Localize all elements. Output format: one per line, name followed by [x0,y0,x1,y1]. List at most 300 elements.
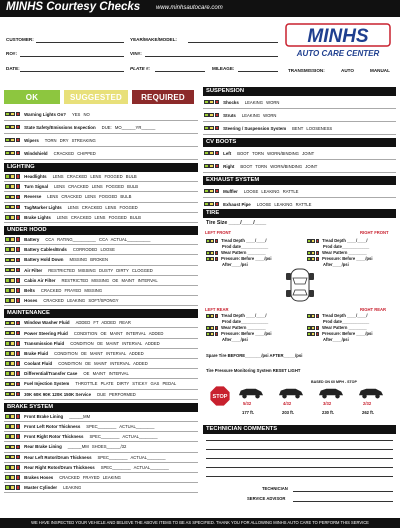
required-checkbox[interactable] [16,247,21,252]
suggested-checkbox[interactable] [10,361,15,366]
row-options[interactable]: ADDED FT ADDED REAR [75,320,131,326]
row-options[interactable]: LENS CRACKED LENS FOGGED BULB [52,174,137,180]
row-label: Transmission Fluid [24,340,65,346]
required-checkbox[interactable] [316,332,320,336]
required-checkbox[interactable] [16,434,21,439]
tire-size[interactable]: Tire Size ____/____/____ [206,220,267,226]
suggested-checkbox[interactable] [311,251,315,255]
suggested-checkbox[interactable] [209,113,214,118]
ok-checkbox[interactable] [204,202,209,207]
row-label: Battery Hold Down [24,257,64,263]
suggested-checkbox[interactable] [10,288,15,293]
ok-checkbox[interactable] [204,189,209,194]
comment-line[interactable] [206,476,393,477]
required-checkbox[interactable] [215,100,220,105]
vin-label: VIN#: [130,51,142,56]
row-label: Differential/Transfer Case [24,371,78,377]
suggested-checkbox[interactable] [10,151,15,156]
plate-field[interactable] [155,71,205,72]
advisor-field[interactable] [293,501,393,502]
row-options[interactable]: LEAKING WORN [244,99,280,105]
suggested-checkbox[interactable] [210,239,214,243]
row-label: Master Cylinder [24,485,58,491]
stop-distance: 262 ft. [362,410,375,415]
suggested-badge: SUGGESTED [64,90,128,104]
required-checkbox[interactable] [16,414,21,419]
row-options[interactable]: CORRODED LOOSE [72,247,115,253]
suggested-checkbox[interactable] [10,112,15,117]
checklist-row [4,379,198,389]
ok-checkbox[interactable] [5,247,10,252]
required-checkbox[interactable] [16,392,21,397]
required-checkbox[interactable] [215,314,219,318]
required-checkbox[interactable] [16,371,21,376]
ok-checkbox[interactable] [204,164,209,169]
comment-line[interactable] [206,440,393,441]
ok-checkbox[interactable] [206,257,210,261]
row-label: Hoses [24,298,38,304]
required-checkbox[interactable] [316,251,320,255]
ok-checkbox[interactable] [5,278,10,283]
row-options[interactable]: LOOSE LEAKING RATTLE [256,201,312,207]
required-checkbox[interactable] [215,202,220,207]
stop-distance: 203 ft. [282,410,295,415]
required-checkbox[interactable] [316,314,320,318]
row-label: Muffler [223,188,238,194]
ymm-field[interactable] [188,42,278,43]
suggested-checkbox[interactable] [10,278,15,283]
required-checkbox[interactable] [16,205,21,210]
required-checkbox[interactable] [16,138,21,143]
tire-right-front[interactable] [307,238,372,268]
comment-line[interactable] [206,449,393,450]
stopping-title: BASED ON 60 MPH - STOP [311,380,357,384]
required-checkbox[interactable] [16,195,21,200]
suggested-checkbox[interactable] [210,257,214,261]
ok-checkbox[interactable] [5,138,10,143]
tire-line-label: Wear Pattern ________ [322,250,367,255]
tire-line-label: Tread Depth ____/____/ [221,313,267,318]
row-options[interactable]: LEAKING WORN [241,112,277,118]
tire-left-rear[interactable] [206,313,271,343]
vin-field[interactable] [145,56,278,57]
row-options[interactable]: DUE: MO______YR______ [101,124,156,130]
row-label: Air Filter [24,267,43,273]
row-options[interactable]: LENS CRACKED LENS FOGGED BULB [47,194,132,200]
required-badge: REQUIRED [132,90,194,104]
required-checkbox[interactable] [16,184,21,189]
row-options[interactable]: LENS CRACKED LENS FOGGED BULB [56,214,141,220]
checklist-row [4,483,198,493]
ok-checkbox[interactable] [5,392,10,397]
ok-checkbox[interactable] [206,251,210,255]
suggested-checkbox[interactable] [10,174,15,179]
checklist-row [203,160,396,173]
row-options[interactable]: SPEC________ ACTUAL________ [86,424,155,430]
suggested-checkbox[interactable] [10,434,15,439]
row-label: State Safety/Emissions Inspection [24,124,96,130]
row-options[interactable]: ______MM [69,413,91,419]
comment-line[interactable] [206,467,393,468]
checklist-row [4,296,198,306]
spare-tire[interactable]: Spare Tire BEFORE_______/psi AFTER_____/psi [206,353,303,358]
checklist-row [4,203,198,213]
required-checkbox[interactable] [16,445,21,450]
row-label: Front Right Rotor Thickness [24,434,84,440]
suggested-checkbox[interactable] [10,382,15,387]
suggested-checkbox[interactable] [209,189,214,194]
checklist-row [4,339,198,349]
suggested-checkbox[interactable] [311,314,315,318]
ok-checkbox[interactable] [5,455,10,460]
required-checkbox[interactable] [215,113,220,118]
required-checkbox[interactable] [215,164,220,169]
checklist-row [4,349,198,359]
ok-checkbox[interactable] [5,331,10,336]
required-checkbox[interactable] [16,288,21,293]
required-checkbox[interactable] [215,332,219,336]
customer-field[interactable] [36,42,124,43]
ok-checkbox[interactable] [5,268,10,273]
suggested-checkbox[interactable] [210,251,214,255]
ok-checkbox[interactable] [307,257,311,261]
suggested-checkbox[interactable] [10,237,15,242]
ok-checkbox[interactable] [307,239,311,243]
suggested-checkbox[interactable] [10,351,15,356]
car-top-view-icon [277,266,323,304]
stop-sign-icon [209,385,231,407]
checklist-row [4,463,198,473]
suggested-checkbox[interactable] [10,268,15,273]
suggested-checkbox[interactable] [10,414,15,419]
ok-checkbox[interactable] [5,298,10,303]
row-label: Power Steering Fluid [24,330,68,336]
row-options[interactable]: BOOT TORN WORN/BINDING JOINT [240,163,318,169]
comment-line[interactable] [206,458,393,459]
date-field[interactable] [20,71,124,72]
suggested-checkbox[interactable] [209,202,214,207]
row-options[interactable]: CRACKED FRAYED LEAKING [59,474,121,480]
row-options[interactable]: THROTTLE PLATE DIRTY STICKY GAS PEDAL [75,381,177,387]
required-checkbox[interactable] [215,326,219,330]
tire-line-label: Wear Pattern ________ [322,325,367,330]
ok-checkbox[interactable] [5,205,10,210]
suggested-checkbox[interactable] [10,445,15,450]
required-checkbox[interactable] [16,321,21,326]
website-url[interactable]: www.minhsautocare.com [156,5,223,11]
ok-checkbox[interactable] [5,195,10,200]
suggested-checkbox[interactable] [10,321,15,326]
suggested-checkbox[interactable] [209,126,214,131]
ok-checkbox[interactable] [307,314,311,318]
ok-checkbox[interactable] [206,326,210,330]
suggested-checkbox[interactable] [209,164,214,169]
row-label: Headlights [24,174,47,180]
ok-checkbox[interactable] [204,100,209,105]
checklist-row [4,318,198,328]
row-options[interactable]: CONDITION OE MAINT INTERVAL ADDED [73,330,164,336]
row-options[interactable]: CONDITION OE MAINT INTERVAL ADDED [54,350,144,356]
minhs-logo [280,4,396,62]
ok-checkbox[interactable] [204,126,209,131]
ro-label: RO#: [6,51,17,56]
required-checkbox[interactable] [16,485,21,490]
required-checkbox[interactable] [16,112,21,117]
ok-checkbox[interactable] [204,113,209,118]
section-header: UNDER HOOD [4,226,198,235]
stop-tread-depth: 4/32 [283,401,292,406]
row-options[interactable]: CRACKED LEAKING SOFT/SPONGY [43,298,119,304]
row-options[interactable]: CRACKED FRAYED MISSING [40,287,103,293]
required-checkbox[interactable] [16,278,21,283]
row-label: Fuel Injection System [24,381,70,387]
suggested-checkbox[interactable] [10,341,15,346]
suggested-checkbox[interactable] [10,184,15,189]
row-options[interactable]: CCA RATING__________ CCA ACTUAL__________ [45,237,151,243]
suggested-checkbox[interactable] [10,465,15,470]
ok-checkbox[interactable] [5,361,10,366]
row-options[interactable]: TORN DRY STREAKING [44,137,96,143]
trans-auto[interactable]: AUTO [341,68,354,73]
row-label: Wipers [24,137,39,143]
suggested-checkbox[interactable] [10,125,15,130]
row-label: Brake Lights [24,214,51,220]
checklist-row [4,286,198,296]
tire-right-rear[interactable] [307,313,372,343]
required-checkbox[interactable] [16,424,21,429]
ok-checkbox[interactable] [206,332,210,336]
tpms[interactable]: Tire Pressure Monitoring System RESET LIGHT [206,368,301,373]
ok-checkbox[interactable] [206,239,210,243]
row-options[interactable]: LENS CRACKED LENS FOGGED BULB [54,184,139,190]
row-options[interactable]: CONDITION OE MAINT INTERVAL ADDED [58,361,148,367]
tire-left-front[interactable] [206,238,271,268]
tire-line-label: Prod date____________ [222,319,269,324]
suggested-checkbox[interactable] [10,138,15,143]
suggested-checkbox[interactable] [10,485,15,490]
ok-checkbox[interactable] [5,237,10,242]
ok-checkbox[interactable] [5,215,10,220]
checklist-row [4,266,198,276]
suggested-checkbox[interactable] [10,215,15,220]
tire-line-label: Tread Depth ____/____/ [322,238,368,243]
tire-line-label: Wear Pattern ________ [221,325,266,330]
row-options[interactable]: BENT LOOSENESS [292,125,333,131]
checklist-row [4,359,198,369]
required-checkbox[interactable] [215,251,219,255]
row-options[interactable]: MISSING BROKEN [69,257,108,263]
suggested-checkbox[interactable] [10,424,15,429]
checklist-row [4,108,198,121]
checklist-row [4,369,198,379]
required-checkbox[interactable] [16,331,21,336]
checklist-row [4,121,198,134]
row-options[interactable]: LEAKING [63,485,82,491]
required-checkbox[interactable] [16,341,21,346]
ok-checkbox[interactable] [5,445,10,450]
tire-line-label: Prod date____________ [222,244,269,249]
ok-checkbox[interactable] [5,321,10,326]
svg-text:MINHS: MINHS [307,26,369,47]
required-checkbox[interactable] [215,126,220,131]
row-label: Front Brake Lining [24,413,64,419]
required-checkbox[interactable] [16,351,21,356]
suggested-checkbox[interactable] [10,195,15,200]
car-side-icon [316,386,346,399]
date-label: DATE: [6,66,20,71]
suggested-checkbox[interactable] [209,100,214,105]
technician-field[interactable] [293,491,393,492]
ok-checkbox[interactable] [5,475,10,480]
row-options[interactable]: LENS CRACKED LENS FOGGED [67,204,138,210]
suggested-checkbox[interactable] [209,151,214,156]
suggested-checkbox[interactable] [311,239,315,243]
car-side-icon [236,386,266,399]
row-options[interactable]: ______MM SHOES______/32 [67,444,127,450]
ok-checkbox[interactable] [5,382,10,387]
row-label: Reverse [24,194,42,200]
required-checkbox[interactable] [16,125,21,130]
required-checkbox[interactable] [16,151,21,156]
required-checkbox[interactable] [16,361,21,366]
required-checkbox[interactable] [16,382,21,387]
required-checkbox[interactable] [16,475,21,480]
required-checkbox[interactable] [316,326,320,330]
ok-checkbox[interactable] [307,332,311,336]
suggested-checkbox[interactable] [10,247,15,252]
row-options[interactable]: BOOT TORN WORN/BINDING JOINT [237,150,315,156]
row-label: Steering / Suspension System [223,125,287,131]
advisor-label: SERVICE ADVISOR [247,496,286,501]
plate-label: PLATE #: [130,66,151,71]
checklist-row [4,213,198,223]
technician-label: TECHNICIAN [262,486,288,491]
stop-tread-depth: 3/32 [323,401,332,406]
suggested-checkbox[interactable] [10,298,15,303]
right-front-label: RIGHT FRONT [360,230,389,235]
required-checkbox[interactable] [16,268,21,273]
svg-text:AUTO CARE CENTER: AUTO CARE CENTER [296,49,380,58]
required-checkbox[interactable] [16,215,21,220]
ok-checkbox[interactable] [5,465,10,470]
required-checkbox[interactable] [215,189,220,194]
suggested-checkbox[interactable] [210,326,214,330]
suggested-checkbox[interactable] [10,392,15,397]
row-options[interactable]: LOOSE LEAKING RATTLE [243,188,299,194]
checklist-row [4,192,198,202]
mileage-field[interactable] [238,71,278,72]
required-checkbox[interactable] [215,257,219,261]
suggested-checkbox[interactable] [10,455,15,460]
ro-field[interactable] [20,56,124,57]
ok-checkbox[interactable] [5,125,10,130]
row-label: Belts [24,287,35,293]
ok-checkbox[interactable] [204,151,209,156]
suggested-checkbox[interactable] [311,326,315,330]
suggested-checkbox[interactable] [10,331,15,336]
row-label: Shocks [223,99,239,105]
trans-manual[interactable]: MANUAL [370,68,390,73]
ok-checkbox[interactable] [5,485,10,490]
ok-checkbox[interactable] [5,341,10,346]
checklist-row [4,442,198,452]
tire-line-label: Pressure: Before ____/psi [221,331,272,336]
suggested-checkbox[interactable] [10,205,15,210]
ok-checkbox[interactable] [5,414,10,419]
suggested-checkbox[interactable] [210,314,214,318]
row-options[interactable]: SPEC________ ACTUAL________ [100,464,169,470]
ok-checkbox[interactable] [5,151,10,156]
ok-checkbox[interactable] [5,434,10,439]
required-checkbox[interactable] [16,258,21,263]
suggested-checkbox[interactable] [311,332,315,336]
transmission-label: TRANSMISSION: [288,68,325,73]
ok-checkbox[interactable] [5,258,10,263]
row-label: Battery Cables/Ends [24,247,67,253]
row-options[interactable]: SPEC________ ACTUAL________ [89,434,158,440]
ok-checkbox[interactable] [5,351,10,356]
suggested-checkbox[interactable] [10,475,15,480]
row-options[interactable]: DUE PERFORMED [97,391,136,397]
tire-line-label: Tread Depth ____/____/ [322,313,368,318]
row-options[interactable]: RESTRICTED MISSING DUSTY DIRTY CLOGGED [48,267,153,273]
ok-checkbox[interactable] [5,424,10,429]
ymm-label: YEAR/MAKE/MODEL: [130,37,177,42]
section-header: BRAKE SYSTEM [4,403,198,412]
suggested-checkbox[interactable] [311,257,315,261]
required-checkbox[interactable] [215,151,220,156]
row-options[interactable]: CONDITION OE MAINT INTERVAL ADDED [70,340,160,346]
right-column [203,84,396,211]
ok-checkbox[interactable] [5,112,10,117]
row-label: Exhaust Pipe [223,201,251,207]
tire-line-label: Pressure: Before ____/psi [322,256,373,261]
required-checkbox[interactable] [16,174,21,179]
ok-checkbox[interactable] [5,184,10,189]
row-options[interactable]: RESTRICTED MISSING OE MAINT INTERVAL [61,277,158,283]
ok-checkbox[interactable] [5,371,10,376]
ok-checkbox[interactable] [307,326,311,330]
left-rear-label: LEFT REAR [205,307,229,312]
ok-checkbox[interactable] [5,174,10,179]
mileage-label: MILEAGE: [212,66,235,71]
stop-tread-depth: 2/32 [363,401,372,406]
required-checkbox[interactable] [16,455,21,460]
row-options[interactable]: SPEC________ ACTUAL________ [97,454,166,460]
ok-badge: OK [4,90,60,104]
row-options[interactable]: CRACKED CHIPPED [53,150,96,156]
suggested-checkbox[interactable] [210,332,214,336]
row-label: Right [223,163,235,169]
ok-checkbox[interactable] [206,314,210,318]
row-options[interactable]: YES NO [71,111,90,117]
stop-distance: 177 ft. [242,410,255,415]
checklist-row [4,245,198,255]
suggested-checkbox[interactable] [10,258,15,263]
ok-checkbox[interactable] [307,251,311,255]
suggested-checkbox[interactable] [10,371,15,376]
required-checkbox[interactable] [16,237,21,242]
required-checkbox[interactable] [316,239,320,243]
ok-checkbox[interactable] [5,288,10,293]
required-checkbox[interactable] [316,257,320,261]
row-options[interactable]: OE MAINT INTERVAL [83,371,129,377]
customer-label: CUSTOMER: [6,37,34,42]
tire-line [206,262,271,268]
required-checkbox[interactable] [16,465,21,470]
required-checkbox[interactable] [215,239,219,243]
required-checkbox[interactable] [16,298,21,303]
